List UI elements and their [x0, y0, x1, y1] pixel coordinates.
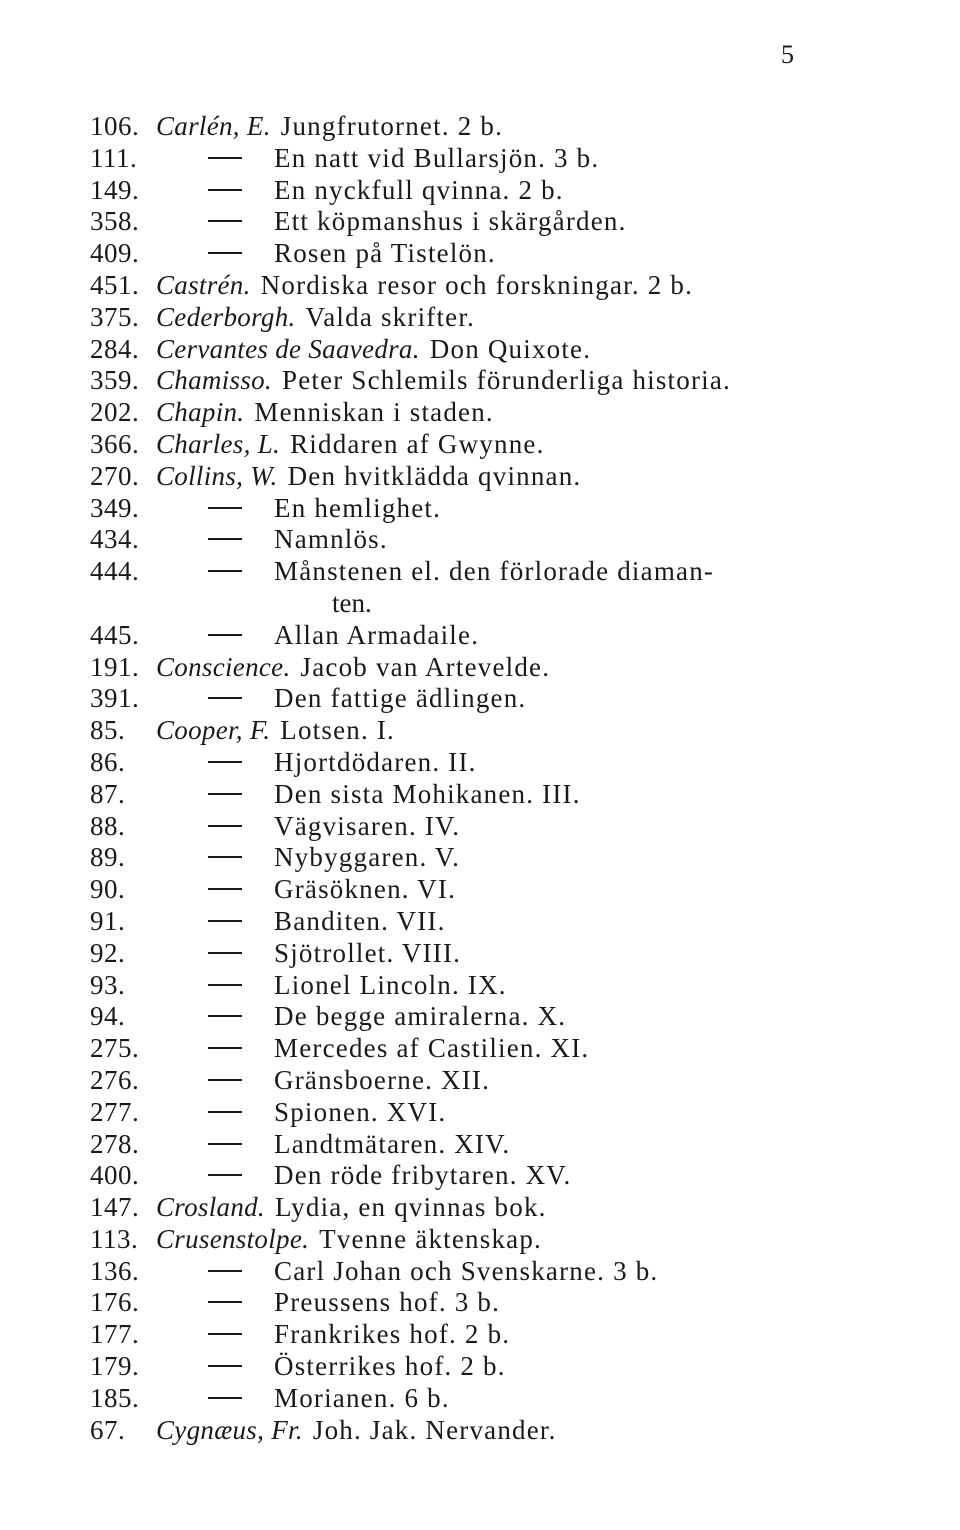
- catalog-entry: [90, 842, 930, 874]
- entry-title: Spionen. XVI.: [274, 1096, 447, 1127]
- ditto-dash: [208, 1333, 242, 1335]
- entry-number: 179.: [90, 1351, 140, 1382]
- catalog-entry: [90, 334, 930, 366]
- entry-author: Cervantes de Saavedra.: [156, 333, 420, 364]
- catalog-entry: [90, 1192, 930, 1224]
- entry-number: 88.: [90, 810, 126, 841]
- entry-number: 358.: [90, 206, 140, 237]
- entry-title: Hjortdödaren. II.: [274, 746, 477, 777]
- ditto-dash: [208, 888, 242, 890]
- entry-number: 185.: [90, 1382, 140, 1413]
- entry-number: 176.: [90, 1287, 140, 1318]
- entry-number: 93.: [90, 969, 126, 1000]
- entry-number: 375.: [90, 301, 140, 332]
- entry-number: 91.: [90, 905, 126, 936]
- catalog-entry: [90, 1415, 930, 1447]
- entry-title: Tvenne äktenskap.: [319, 1223, 542, 1254]
- entry-title: Den sista Mohikanen. III.: [274, 778, 581, 809]
- entry-title: En nyckfull qvinna. 2 b.: [274, 174, 564, 205]
- entry-number: 191.: [90, 651, 140, 682]
- entry-title: Morianen. 6 b.: [274, 1382, 450, 1413]
- entry-title: Riddaren af Gwynne.: [290, 428, 545, 459]
- entry-author: Charles, L.: [156, 428, 281, 459]
- entry-number: 400.: [90, 1160, 140, 1191]
- entry-author: Cooper, F.: [156, 715, 271, 746]
- entry-title: Carl Johan och Svenskarne. 3 b.: [274, 1255, 659, 1286]
- catalog-entry: [90, 493, 930, 525]
- entry-number: 409.: [90, 238, 140, 269]
- entry-number: 92.: [90, 937, 126, 968]
- entry-number: 149.: [90, 174, 140, 205]
- ditto-dash: [208, 761, 242, 763]
- catalog-entry: [90, 429, 930, 461]
- ditto-dash: [208, 1079, 242, 1081]
- page-number: 5: [781, 40, 795, 69]
- entry-title-continuation: ten.: [332, 587, 372, 618]
- entry-title: Landtmätaren. XIV.: [274, 1128, 511, 1159]
- entry-number: 434.: [90, 524, 140, 555]
- entry-author: Chapin.: [156, 397, 245, 428]
- catalog-entry: [90, 1001, 930, 1033]
- catalog-entry: [90, 1065, 930, 1097]
- entry-title: En natt vid Bullarsjön. 3 b.: [274, 142, 600, 173]
- ditto-dash: [208, 1270, 242, 1272]
- ditto-dash: [208, 1015, 242, 1017]
- entry-title: Mercedes af Castilien. XI.: [274, 1033, 590, 1064]
- catalog-entry: [90, 620, 930, 652]
- catalog-entry: [90, 652, 930, 684]
- entry-title: Frankrikes hof. 2 b.: [274, 1319, 511, 1350]
- entry-title: Don Quixote.: [429, 333, 592, 364]
- entry-title: Nybyggaren. V.: [274, 842, 461, 873]
- ditto-dash: [208, 1301, 242, 1303]
- entry-title: Vägvisaren. IV.: [274, 810, 461, 841]
- catalog-entry: [90, 906, 930, 938]
- catalog-entry: [90, 175, 930, 207]
- catalog-entry: [90, 715, 930, 747]
- entry-number: 270.: [90, 460, 140, 491]
- ditto-dash: [208, 157, 242, 159]
- entry-number: 113.: [90, 1223, 139, 1254]
- entry-number: 147.: [90, 1192, 140, 1223]
- entry-title: Menniskan i staden.: [254, 397, 494, 428]
- entry-number: 284.: [90, 333, 140, 364]
- catalog-entry: [90, 143, 930, 175]
- entry-title: Joh. Jak. Nervander.: [312, 1414, 557, 1445]
- catalog-entry: [90, 302, 930, 334]
- entry-number: 349.: [90, 492, 140, 523]
- entry-title: Den röde fribytaren. XV.: [274, 1160, 572, 1191]
- entry-number: 89.: [90, 842, 126, 873]
- entry-title: Lotsen. I.: [280, 715, 396, 746]
- catalog-entry: [90, 556, 930, 588]
- catalog-entry: [90, 1256, 930, 1288]
- entry-author: Cygnæus, Fr.: [156, 1414, 303, 1445]
- ditto-dash: [208, 220, 242, 222]
- entry-title: Lionel Lincoln. IX.: [274, 969, 507, 1000]
- catalog-entry: [90, 970, 930, 1002]
- entry-number: 366.: [90, 428, 140, 459]
- entry-author: Crusenstolpe.: [156, 1223, 310, 1254]
- entry-number: 277.: [90, 1096, 140, 1127]
- entry-title: Gräsöknen. VI.: [274, 874, 457, 905]
- ditto-dash: [208, 1397, 242, 1399]
- catalog-entry: [90, 811, 930, 843]
- catalog-entry: [90, 1160, 930, 1192]
- entry-title: Den fattige ädlingen.: [274, 683, 527, 714]
- catalog-entry: [90, 397, 930, 429]
- catalog-entry: [90, 1287, 930, 1319]
- entry-number: 444.: [90, 556, 140, 587]
- entry-number: 391.: [90, 683, 140, 714]
- entry-title: Österrikes hof. 2 b.: [274, 1351, 506, 1382]
- catalog-entry: [90, 874, 930, 906]
- entry-title: Lydia, en qvinnas bok.: [274, 1192, 547, 1223]
- entry-title: Allan Armadaile.: [274, 619, 480, 650]
- entry-number: 359.: [90, 365, 140, 396]
- catalog-entry: [90, 365, 930, 397]
- catalog-entry: [90, 747, 930, 779]
- entry-title: Jacob van Artevelde.: [300, 651, 551, 682]
- catalog-entry: [90, 1383, 930, 1415]
- entry-author: Carlén, E.: [156, 111, 271, 141]
- catalog-entry: [90, 779, 930, 811]
- ditto-dash: [208, 570, 242, 572]
- ditto-dash: [208, 507, 242, 509]
- entry-title: Rosen på Tistelön.: [274, 238, 496, 269]
- catalog-entry: [90, 1319, 930, 1351]
- ditto-dash: [208, 538, 242, 540]
- ditto-dash: [208, 920, 242, 922]
- catalog-entry: [90, 1224, 930, 1256]
- entry-title: Den hvitklädda qvinnan.: [287, 460, 582, 491]
- catalog-entry: [90, 1097, 930, 1129]
- entry-number: 67.: [90, 1414, 126, 1445]
- entry-number: 87.: [90, 778, 126, 809]
- ditto-dash: [208, 825, 242, 827]
- entry-title: Ett köpmanshus i skärgården.: [274, 206, 627, 237]
- catalog-entry: [90, 1033, 930, 1065]
- ditto-dash: [208, 697, 242, 699]
- catalog-entry: [90, 1351, 930, 1383]
- entry-author: Castrén.: [156, 269, 251, 300]
- entry-title: Namnlös.: [274, 524, 388, 555]
- entry-number: 202.: [90, 397, 140, 428]
- entry-title: Gränsboerne. XII.: [274, 1064, 491, 1095]
- entry-title: Valda skrifter.: [305, 301, 475, 332]
- entry-title: Nordiska resor och forskningar. 2 b.: [260, 269, 694, 300]
- ditto-dash: [208, 856, 242, 858]
- entry-title: Preussens hof. 3 b.: [274, 1287, 501, 1318]
- entry-number: 106.: [90, 111, 140, 141]
- ditto-dash: [208, 252, 242, 254]
- entry-number: 276.: [90, 1064, 140, 1095]
- catalog-entry: [90, 1129, 930, 1161]
- ditto-dash: [208, 793, 242, 795]
- entry-title: Peter Schlemils förunderliga historia.: [281, 365, 731, 396]
- catalog-entry: [90, 524, 930, 556]
- entry-author: Cederborgh.: [156, 301, 296, 332]
- entry-title: Sjötrollet. VIII.: [274, 937, 462, 968]
- catalog-entry: [90, 111, 930, 143]
- catalog-entry: [90, 238, 930, 270]
- entry-number: 85.: [90, 715, 126, 746]
- ditto-dash: [208, 952, 242, 954]
- ditto-dash: [208, 984, 242, 986]
- catalog-entry: [90, 270, 930, 302]
- catalog-entry: [90, 683, 930, 715]
- entry-number: 94.: [90, 1001, 126, 1032]
- entry-number: 111.: [90, 142, 138, 173]
- entry-number: 275.: [90, 1033, 140, 1064]
- ditto-dash: [208, 1174, 242, 1176]
- entry-number: 86.: [90, 746, 126, 777]
- entry-number: 136.: [90, 1255, 140, 1286]
- entry-title: Banditen. VII.: [274, 905, 446, 936]
- entry-author: Conscience.: [156, 651, 291, 682]
- ditto-dash: [208, 634, 242, 636]
- entry-author: Crosland.: [156, 1192, 265, 1223]
- ditto-dash: [208, 1143, 242, 1145]
- ditto-dash: [208, 1047, 242, 1049]
- entry-number: 90.: [90, 874, 126, 905]
- ditto-dash: [208, 1111, 242, 1113]
- catalog-entry: [90, 206, 930, 238]
- entry-title: Jungfrutornet. 2 b.: [280, 111, 504, 141]
- entry-number: 451.: [90, 269, 140, 300]
- ditto-dash: [208, 1365, 242, 1367]
- entry-author: Collins, W.: [156, 460, 278, 491]
- entry-number: 445.: [90, 619, 140, 650]
- book-catalog-list: [90, 111, 930, 1446]
- entry-title: En hemlighet.: [274, 492, 442, 523]
- ditto-dash: [208, 189, 242, 191]
- entry-title: De begge amiralerna. X.: [274, 1001, 567, 1032]
- entry-number: 177.: [90, 1319, 140, 1350]
- entry-number: 278.: [90, 1128, 140, 1159]
- entry-title: Månstenen el. den förlorade diaman-: [274, 556, 715, 587]
- catalog-entry: [90, 461, 930, 493]
- catalog-entry: [90, 938, 930, 970]
- entry-author: Chamisso.: [156, 365, 272, 396]
